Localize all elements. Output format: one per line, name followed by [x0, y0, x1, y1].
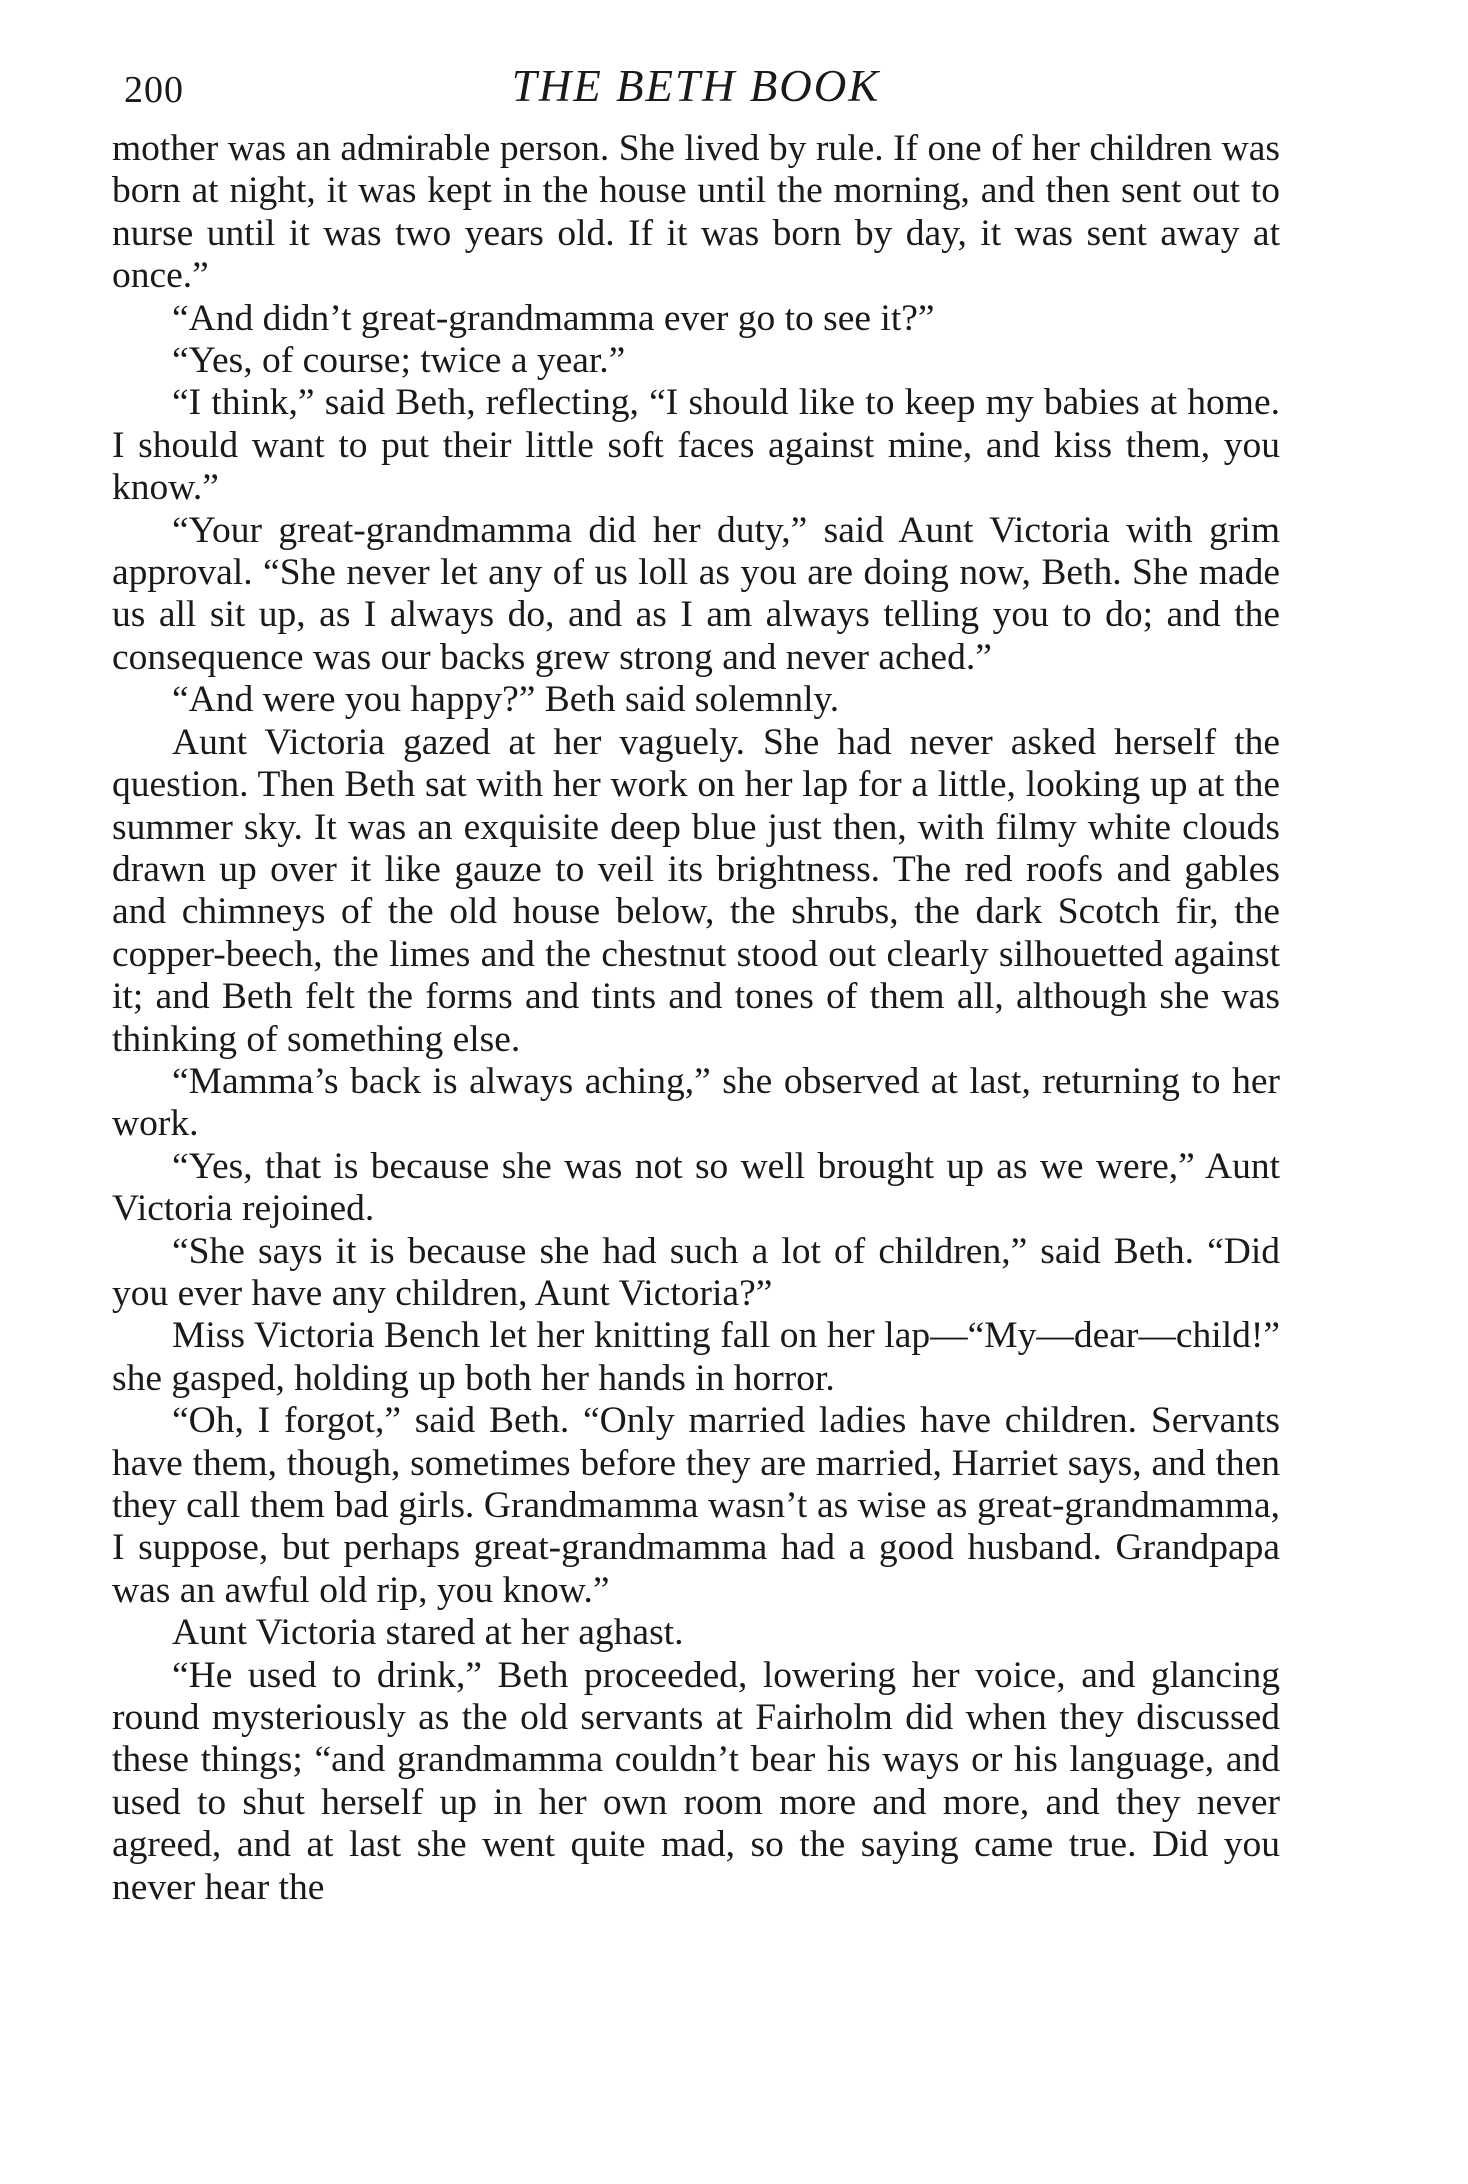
- paragraph: “I think,” said Beth, reflecting, “I should like to keep my babies at home. I should want to put their little soft faces against mine, and kiss them, you know.”: [112, 382, 1280, 509]
- paragraph: “Yes, that is because she was not so well brought up as we were,” Aunt Victoria rejoined.: [112, 1145, 1280, 1230]
- paragraph: “Yes, of course; twice a year.”: [172, 340, 626, 382]
- book-page: [112, 56, 1280, 1909]
- paragraph: “He used to drink,” Beth proceeded, lowering her voice, and glancing round mysteriously as the old servants at Fairholm did when they discussed these things; “and grandmamma couldn’t bear his ways or his language, and used to shut herself up in her own room more and more, and they never agreed, and at last she went quite mad, so the saying came true. Did you never hear the: [112, 1654, 1280, 1908]
- paragraph: “And were you happy?” Beth said solemnly.: [172, 679, 840, 721]
- running-title: THE BETH BOOK: [511, 61, 881, 111]
- paragraph: Aunt Victoria gazed at her vaguely. She had never asked herself the question. Then Beth sat with her work on her lap for a little, looking up at the summer sky. It was an exquisite deep blue just then, with filmy white clouds drawn up over it like gauze to veil its brightness. The red roofs and gables and chimneys of the old house below, the shrubs, the dark Scotch fir, the copper-beech, the limes and the chestnut stood out clearly silhouetted against it; and Beth felt the forms and tints and tones of them all, although she was thinking of something else.: [112, 721, 1280, 1060]
- page-number: 200: [124, 69, 184, 111]
- paragraph: “Oh, I forgot,” said Beth. “Only married ladies have children. Servants have them, though, sometimes before they are married, Harriet says, and then they call them bad girls. Grandmamma wasn’t as wise as great-grandmamma, I suppose, but perhaps great-grandmamma had a good husband. Grandpapa was an awful old rip, you know.”: [112, 1400, 1280, 1611]
- paragraph: “And didn’t great-grandmamma ever go to see it?”: [172, 297, 935, 339]
- paragraph: “Mamma’s back is always aching,” she observed at last, returning to her work.: [112, 1060, 1280, 1145]
- paragraph: Aunt Victoria stared at her aghast.: [172, 1612, 684, 1654]
- paragraph: “Your great-grandmamma did her duty,” said Aunt Victoria with grim approval. “She never let any of us loll as you are doing now, Beth. She made us all sit up, as I always do, and as I am always telling you to do; and the consequence was our backs grew strong and never ached.”: [112, 509, 1280, 678]
- paragraph: Miss Victoria Bench let her knitting fall on her lap—“My—dear—child!” she gasped, holding up both her hands in horror.: [112, 1315, 1280, 1399]
- paragraph: “She says it is because she had such a lot of children,” said Beth. “Did you ever have any children, Aunt Victoria?”: [112, 1230, 1280, 1314]
- page-header: [112, 56, 1280, 128]
- paragraph: mother was an admirable person. She lived by rule. If one of her children was born at night, it was kept in the house until the morning, and then sent out to nurse until it was two years old. If it was born by day, it was sent away at once.”: [112, 128, 1280, 297]
- body-text: [112, 128, 1280, 1909]
